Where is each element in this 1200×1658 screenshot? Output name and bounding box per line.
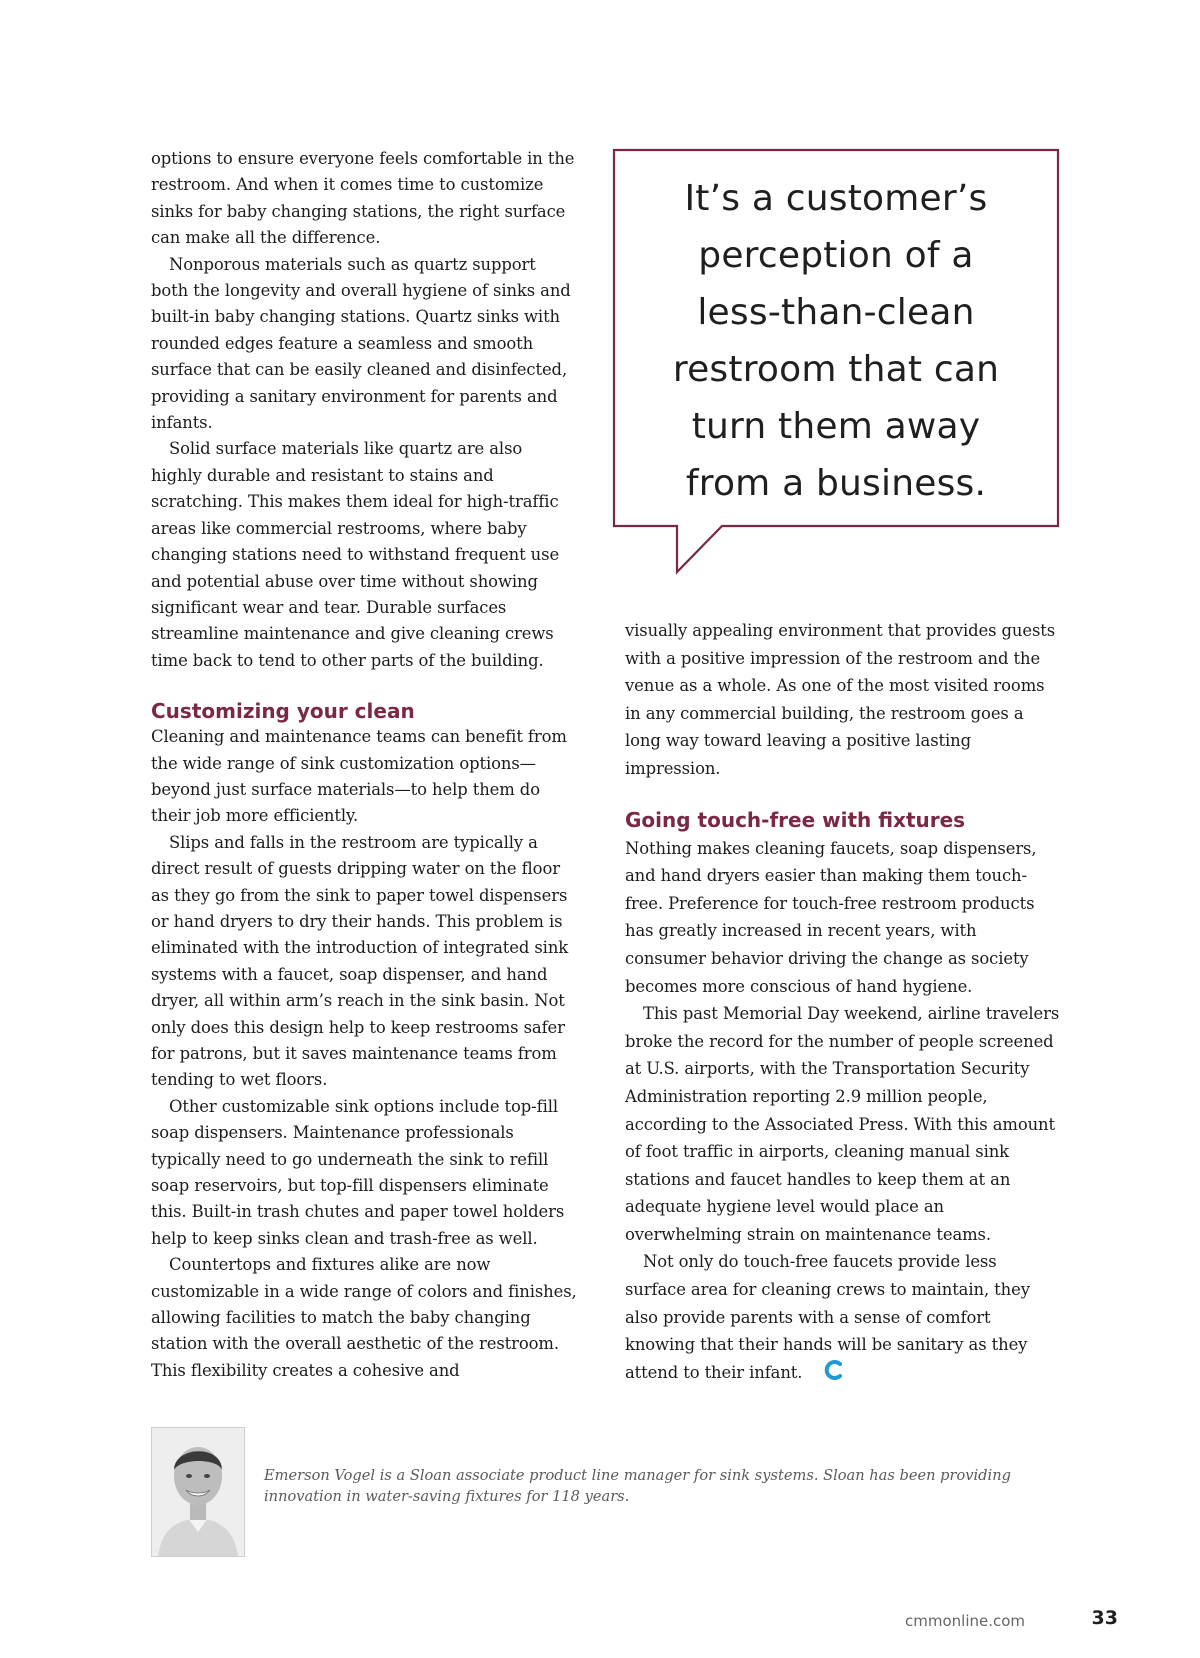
pull-quote-line: perception of a [698,235,974,276]
body-paragraph: Cleaning and maintenance teams can benefit from the wide range of sink customization options—beyond just surface materials—to help them do their job more efficiently. [151,727,567,826]
author-headshot [151,1427,245,1557]
body-paragraph: This past Memorial Day weekend, airline travelers broke the record for the number of people screened at U.S. airports, with the Transportation Security Administration reporting 2.9 million people, according to the Associated Press. With this amount of foot traffic in airports, cleaning manual sink stations and faucet handles to keep them at an adequate hygiene level would place an overwhelming strain on maintenance teams. [625,1004,1060,1244]
body-paragraph-final [625,1248,1060,1389]
pull-quote-line: from a business. [685,463,987,504]
section-heading-customizing: Customizing your clean [151,699,415,724]
pull-quote-line: It’s a customer’s [684,178,988,219]
pull-quote-line: turn them away [691,406,981,447]
pull-quote-line: restroom that can [672,349,1000,390]
pull-quote-text [634,170,1038,512]
left-column [151,146,577,1384]
author-bio: Emerson Vogel is a Sloan associate product line manager for sink systems. Sloan has been providing innovation in water-saving fixtures for 118 years. [264,1467,1011,1505]
body-paragraph: Nonporous materials such as quartz support both the longevity and overall hygiene of sinks and built-in baby changing stations. Quartz sinks with rounded edges feature a seamless and smooth surface that can be easily cleaned and disinfected, providing a sanitary environment for parents and infants. [151,254,571,433]
section-heading-touch-free: Going touch-free with fixtures [625,807,966,832]
pull-quote [612,148,1060,578]
body-paragraph: Slips and falls in the restroom are typically a direct result of guests dripping water on the floor as they go from the sink to paper towel dispensers or hand dryers to dry their hands. This problem is eliminated with the introduction of integrated sink systems with a faucet, soap dispenser, and hand dryer, all within arm’s reach in the sink basin. Not only does this design help to keep restrooms safer for patrons, but it saves maintenance teams from tending to wet floors. [151,832,569,1090]
footer-website[interactable]: cmmonline.com [905,1612,1026,1630]
cmm-end-mark-icon [806,1359,844,1390]
person-photo-icon [152,1428,244,1556]
page-number: 33 [1091,1607,1118,1629]
body-paragraph: Solid surface materials like quartz are also highly durable and resistant to stains and scratching. This makes them ideal for high-traffic areas like commercial restrooms, where baby changing stations need to withstand frequent use and potential abuse over time without showing significant wear and tear. Durable surfaces streamline maintenance and give cleaning crews time back to tend to other parts of the building. [151,439,560,670]
right-column [625,617,1060,1389]
pull-quote-line: less-than-clean [697,292,975,333]
body-paragraph: Countertops and fixtures alike are now customizable in a wide range of colors and finishes, allowing facilities to match the baby changing station with the overall aesthetic of the restroom. This flexibility creates a cohesive and [151,1255,577,1380]
body-paragraph: options to ensure everyone feels comfortable in the restroom. And when it comes time to customize sinks for baby changing stations, the right surface can make all the difference. [151,149,575,248]
body-paragraph: visually appealing environment that provides guests with a positive impression of the restroom and the venue as a whole. As one of the most visited rooms in any commercial building, the restroom goes a long way toward leaving a positive lasting impression. [625,621,1056,778]
body-paragraph: Other customizable sink options include top-fill soap dispensers. Maintenance professionals typically need to go underneath the sink to refill soap reservoirs, but top-fill dispensers eliminate this. Built-in trash chutes and paper towel holders help to keep sinks clean and trash-free as well. [151,1096,565,1248]
final-paragraph-text: Not only do touch-free faucets provide less surface area for cleaning crews to maintain, they also provide parents with a sense of comfort knowing that their hands will be sanitary as they attend to their infant. [625,1252,1030,1382]
body-paragraph: Nothing makes cleaning faucets, soap dispensers, and hand dryers easier than making them touch-free. Preference for touch-free restroom products has greatly increased in recent years, with consumer behavior driving the change as society becomes more conscious of hand hygiene. [625,838,1037,996]
